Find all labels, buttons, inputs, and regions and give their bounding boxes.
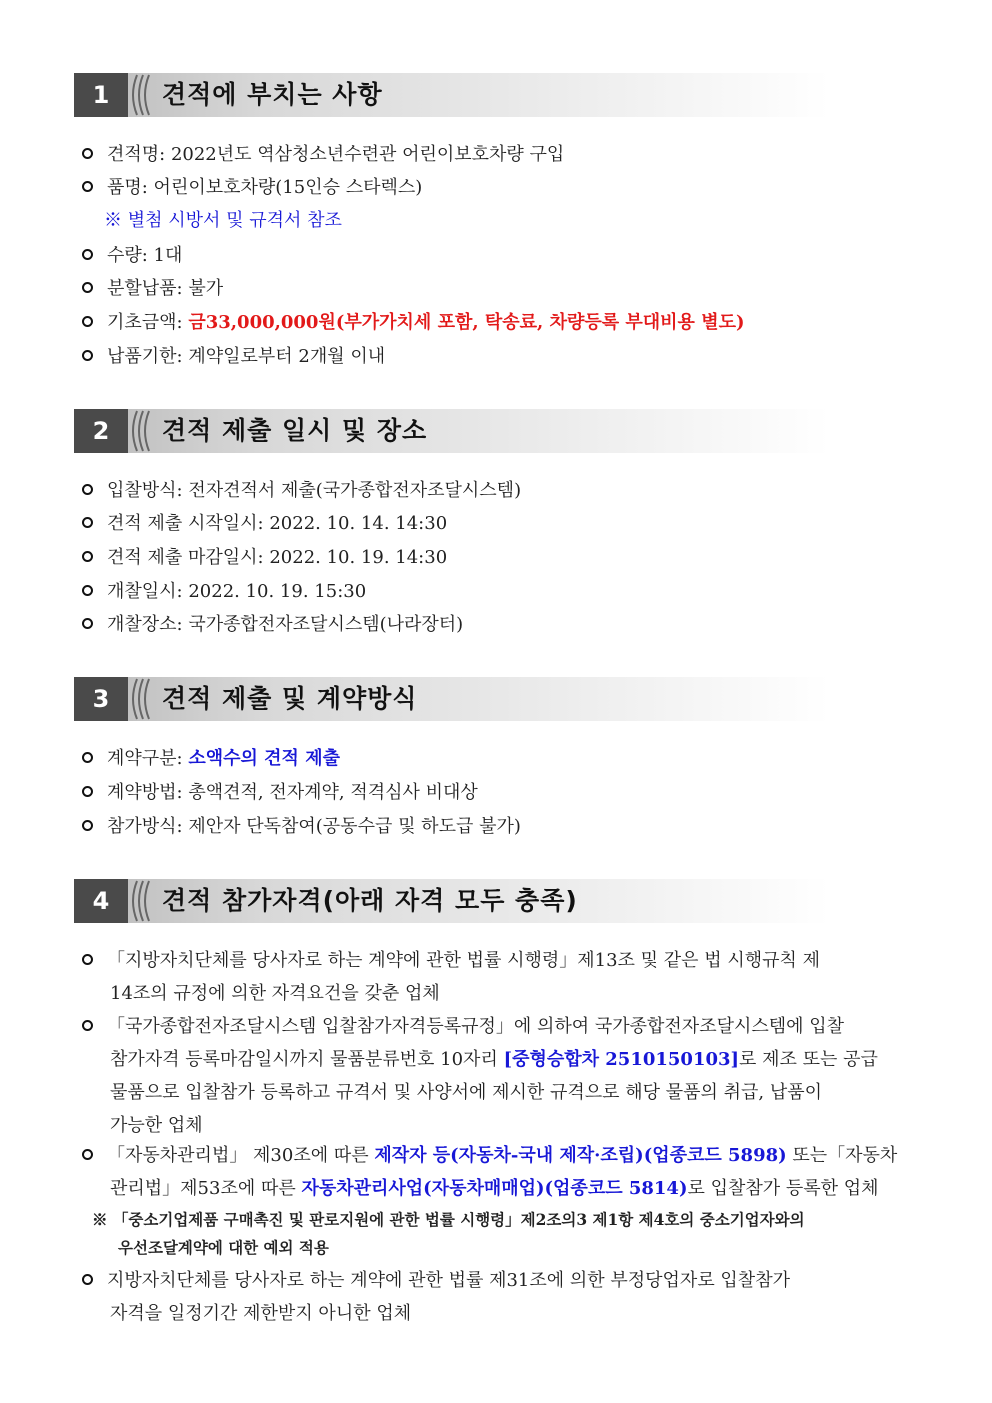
list-item	[82, 776, 922, 809]
industry-code-5814: 자동차관리사업(자동차매매업)(업종코드 5814)	[301, 1178, 688, 1199]
qualification-text: 지방자치단체를 당사자로 하는 계약에 관한 법률 제31조에 의한 부정당업자로 입찰참가	[107, 1270, 790, 1291]
qualification-text: 14조의 규정에 의한 자격요건을 갖춘 업체	[110, 983, 440, 1004]
section-number: 3	[74, 677, 128, 721]
qualification-text: 관리법」제53조에 따른	[110, 1178, 302, 1199]
qualification-item-2	[82, 1010, 922, 1142]
contract-type-value: 소액수의 견적 제출	[188, 748, 340, 769]
quantity: 수량: 1대	[107, 245, 183, 266]
circle-bullet-icon	[82, 585, 93, 596]
circle-bullet-icon	[82, 350, 93, 361]
circle-bullet-icon	[82, 1149, 93, 1160]
qualification-text: 로 제조 또는 공급	[739, 1049, 878, 1070]
section-title: 견적 제출 및 계약방식	[162, 684, 418, 713]
qualification-text: 참가자격 등록마감일시까지 물품분류번호 10자리	[110, 1049, 504, 1070]
qualification-text: 자격을 일정기간 제한받지 아니한 업체	[110, 1303, 412, 1324]
submission-start: 견적 제출 시작일시: 2022. 10. 14. 14:30	[107, 513, 448, 534]
section-header-2	[74, 409, 830, 453]
circle-bullet-icon	[82, 786, 93, 797]
qualification-text: 「국가종합전자조달시스템 입찰참가자격등록규정」에 의하여 국가종합전자조달시스템에 입찰	[107, 1016, 845, 1037]
section-header-3	[74, 677, 830, 721]
section-header-1	[74, 73, 830, 117]
bid-method: 입찰방식: 전자견적서 제출(국가종합전자조달시스템)	[107, 480, 522, 501]
qualification-text: 로 입찰참가 등록한 업체	[687, 1178, 879, 1199]
qualification-text: 「지방자치단체를 당사자로 하는 계약에 관한 법률 시행령」제13조 및 같은 법 시행규칙 제	[107, 950, 821, 971]
opening-place: 개찰장소: 국가종합전자조달시스템(나라장터)	[107, 614, 464, 635]
qualification-text: 물품으로 입찰참가 등록하고 규격서 및 사양서에 제시한 규격으로 해당 물품의 취급, 납품이	[110, 1082, 823, 1103]
circle-bullet-icon	[82, 954, 93, 965]
qualification-item-1	[82, 944, 922, 1010]
list-item	[82, 306, 922, 339]
section-number: 1	[74, 73, 128, 117]
product-classification-code: [중형승합차 2510150103]	[503, 1049, 740, 1070]
qualification-text: 「자동차관리법」 제30조에 따른	[107, 1145, 375, 1166]
circle-bullet-icon	[82, 618, 93, 629]
circle-bullet-icon	[82, 517, 93, 528]
qualification-text: 또는「자동차	[786, 1145, 898, 1166]
list-item	[82, 171, 922, 204]
list-item	[82, 138, 922, 171]
list-item	[82, 575, 922, 608]
qualification-text: 가능한 업체	[110, 1115, 203, 1136]
qualification-item-3	[82, 1139, 922, 1205]
circle-bullet-icon	[82, 249, 93, 260]
list-item	[82, 810, 922, 843]
circle-bullet-icon	[82, 820, 93, 831]
list-item	[82, 272, 922, 305]
submission-end: 견적 제출 마감일시: 2022. 10. 19. 14:30	[107, 547, 448, 568]
contract-method: 계약방법: 총액견적, 전자계약, 적격심사 비대상	[107, 782, 478, 803]
arc-decoration-icon	[128, 879, 158, 923]
item-name: 품명: 어린이보호차량(15인승 스타렉스)	[107, 177, 423, 198]
section-title: 견적에 부치는 사항	[162, 80, 383, 109]
list-item	[82, 541, 922, 574]
exception-note	[92, 1206, 922, 1262]
section-number: 4	[74, 879, 128, 923]
list-item	[82, 507, 922, 540]
list-item	[82, 340, 922, 373]
list-item	[82, 608, 922, 641]
section-number: 2	[74, 409, 128, 453]
circle-bullet-icon	[82, 181, 93, 192]
delivery-deadline: 납품기한: 계약일로부터 2개월 이내	[107, 346, 386, 367]
circle-bullet-icon	[82, 316, 93, 327]
estimate-name: 견적명: 2022년도 역삼청소년수련관 어린이보호차량 구입	[107, 144, 565, 165]
list-item	[82, 742, 922, 775]
qualification-item-4	[82, 1264, 922, 1330]
list-item	[82, 474, 922, 507]
circle-bullet-icon	[82, 1020, 93, 1031]
circle-bullet-icon	[82, 1274, 93, 1285]
circle-bullet-icon	[82, 148, 93, 159]
circle-bullet-icon	[82, 484, 93, 495]
arc-decoration-icon	[128, 409, 158, 453]
base-amount-value: 금33,000,000원(부가가치세 포함, 탁송료, 차량등록 부대비용 별도)	[188, 312, 745, 333]
exception-note-text: ※ 「중소기업제품 구매촉진 및 판로지원에 관한 법률 시행령」제2조의3 제1항 제4호의 중소기업자와의	[92, 1210, 805, 1229]
split-delivery: 분할납품: 불가	[107, 278, 224, 299]
base-amount-label: 기초금액:	[107, 312, 189, 333]
participation-method: 참가방식: 제안자 단독참여(공동수급 및 하도급 불가)	[107, 816, 521, 837]
arc-decoration-icon	[128, 73, 158, 117]
reference-note: ※ 별첨 시방서 및 규격서 참조	[104, 210, 342, 231]
industry-code-5898: 제작자 등(자동차-국내 제작·조립)(업종코드 5898)	[374, 1145, 787, 1166]
exception-note-text: 우선조달계약에 대한 예외 적용	[118, 1238, 329, 1257]
opening-datetime: 개찰일시: 2022. 10. 19. 15:30	[107, 581, 367, 602]
circle-bullet-icon	[82, 282, 93, 293]
circle-bullet-icon	[82, 752, 93, 763]
circle-bullet-icon	[82, 551, 93, 562]
section-title: 견적 참가자격(아래 자격 모두 충족)	[162, 886, 578, 915]
section-title: 견적 제출 일시 및 장소	[162, 416, 428, 445]
section-header-4	[74, 879, 830, 923]
list-item	[82, 239, 922, 272]
arc-decoration-icon	[128, 677, 158, 721]
contract-type-label: 계약구분:	[107, 748, 189, 769]
